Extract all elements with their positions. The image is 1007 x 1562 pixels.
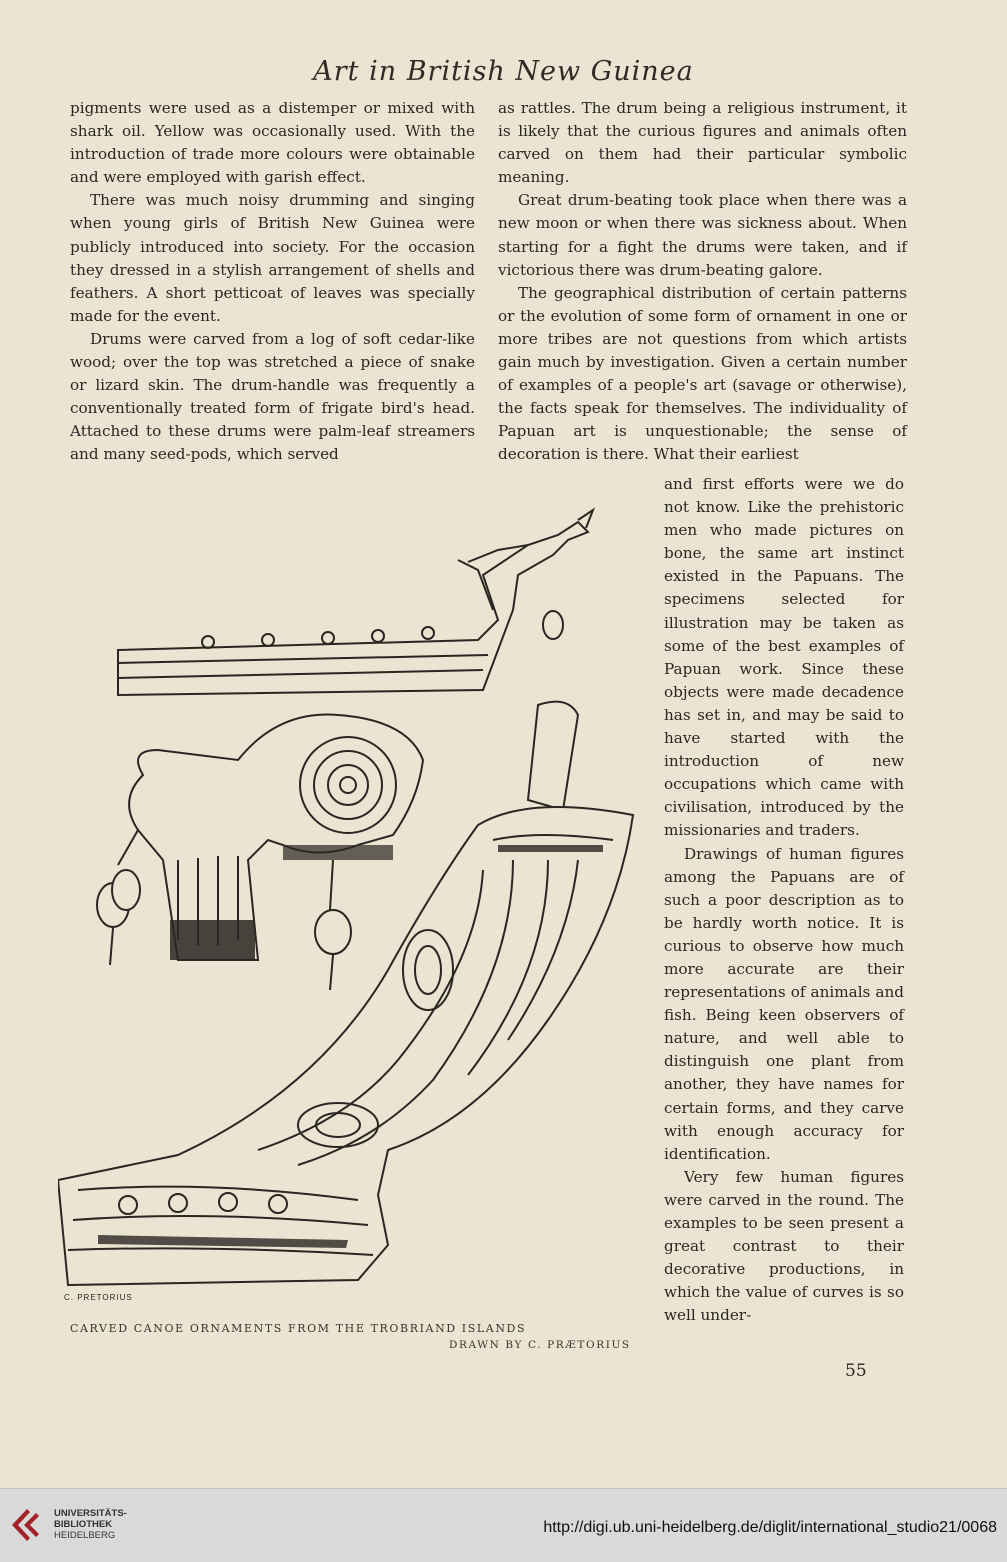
illustration-signature: C. PRETORIUS [64,1293,133,1302]
library-logo-icon [10,1505,44,1545]
paragraph: Very few human figures were carved in the round. The examples to be seen present a great contrast to their decorative productions, in which the value of curves is so well under- [664,1167,904,1325]
figure-caption: CARVED CANOE ORNAMENTS FROM THE TROBRIAND ISLANDS [70,1322,527,1335]
paragraph: Drawings of human figures among the Papuans are of such a poor description as to be hardly worth notice. It is curious to observe how much more accurate are their representations of animals and fish. Being keen observers of nature, and well able to distinguish one plant from another, they have names for certain forms, and they carve with enough accuracy for identification. [664,844,904,1163]
running-head: Art in British New Guinea [313,56,694,87]
paragraph: Drums were carved from a log of soft cedar-like wood; over the top was stretched a piece of snake or lizard skin. The drum-handle was frequently a conventionally treated form of frigate bird's head. Attached to these drums were palm-leaf streamers and many seed-pods, which served [70,329,475,464]
library-name [54,1508,127,1541]
library-name-line: BIBLIOTHEK [54,1519,113,1530]
paragraph: The geographical distribution of certain patterns or the evolution of some form of ornament in one or more tribes are not questions from which artists gain much by investigation. Given a certain number of examples of a people's art (savage or otherwise), the facts speak for themselves. The individuality of Papuan art is unquestionable; the sense of decoration is there. What their earliest [498,283,907,464]
left-column [70,97,475,467]
paragraph: pigments were used as a distemper or mixed with shark oil. Yellow was occasionally used. With the introduction of trade more colours were obtainable and were employed with garish effect. [70,99,475,187]
right-column-narrow [664,473,904,1327]
paragraph: and first efforts were we do not know. Like the prehistoric men who made pictures on bone, the same art instinct existed in the Papuans. The specimens selected for illustration may be taken as some of the best examples of Papuan work. Since these objects were made decadence has set in, and may be said to have started with the introduction of new occupations which came with civilisation, introduced by the missionaries and traders. [664,475,904,840]
figure-credit: DRAWN BY C. PRÆTORIUS [449,1339,631,1351]
library-name-line: HEIDELBERG [54,1530,116,1541]
page-number: 55 [845,1361,867,1381]
right-column-top [498,97,907,467]
paragraph: Great drum-beating took place when there was a new moon or when there was sickness about. When starting for a fight the drums were taken, and if victorious there was drum-beating galore. [498,191,907,279]
canoe-ornaments-illustration [58,500,650,1305]
paragraph: as rattles. The drum being a religious instrument, it is likely that the curious figures and animals often carved on them had their particular symbolic meaning. [498,99,907,187]
digitization-footer [0,1488,1007,1562]
library-name-line: UNIVERSITÄTS- [54,1508,127,1519]
paragraph: There was much noisy drumming and singing when young girls of British New Guinea were publicly introduced into society. For the occasion they dressed in a stylish arrangement of shells and feathers. A short petticoat of leaves was specially made for the event. [70,191,475,325]
source-url[interactable]: http://digi.ub.uni-heidelberg.de/diglit/international_studio21/0068 [543,1519,997,1536]
